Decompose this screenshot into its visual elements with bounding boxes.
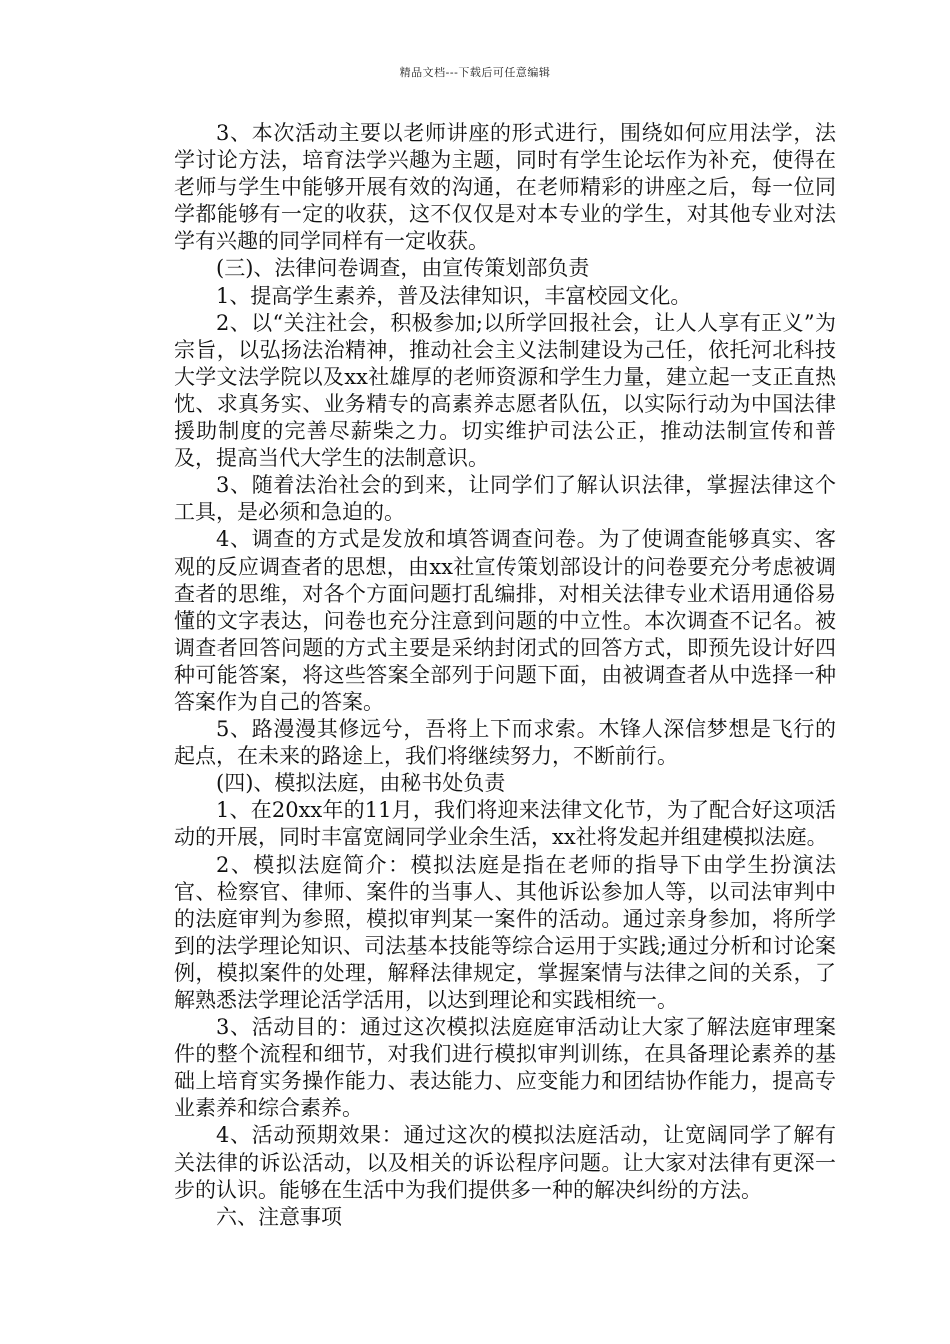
- section-heading: 六、注意事项: [216, 1204, 342, 1229]
- paragraph: 4、活动预期效果：通过这次的模拟法庭活动，让宽阔同学了解有关法律的诉讼活动，以及相关的诉讼程序问题。让大家对法律有更深一步的认识。能够在生活中为我们提供多一种的解决纠纷的方法。: [174, 1123, 836, 1202]
- paragraph: 1、提高学生素养，普及法律知识，丰富校园文化。: [216, 283, 692, 308]
- section-heading: (三)、法律问卷调查，由宣传策划部负责: [216, 256, 590, 281]
- paragraph: 3、本次活动主要以老师讲座的形式进行，围绕如何应用法学，法学讨论方法，培育法学兴趣为主题，同时有学生论坛作为补充，使得在老师与学生中能够开展有效的沟通，在老师精彩的讲座之后，每一位同学都能够有一定的收获，这不仅仅是对本专业的学生，对其他专业对法学有兴趣的同学同样有一定收获。: [174, 121, 836, 254]
- paragraph: 4、调查的方式是发放和填答调查问卷。为了使调查能够真实、客观的反应调查者的思想，由xx社宣传策划部设计的问卷要充分考虑被调查者的思维，对各个方面问题打乱编排，对相关法律专业术语用通俗易懂的文字表达，问卷也充分注意到问题的中立性。本次调查不记名。被调查者回答问题的方式主要是采纳封闭式的回答方式，即预先设计好四种可能答案，将这些答案全部列于问题下面，由被调查者从中选择一种答案作为自己的答案。: [174, 527, 836, 714]
- paragraph: 1、在20xx年的11月，我们将迎来法律文化节，为了配合好这项活动的开展，同时丰富宽阔同学业余生活，xx社将发起并组建模拟法庭。: [174, 798, 836, 850]
- paragraph: 5、路漫漫其修远兮，吾将上下而求索。木锋人深信梦想是飞行的起点，在未来的路途上，我们将继续努力，不断前行。: [174, 717, 836, 769]
- document-body: [174, 120, 836, 1231]
- paragraph: 2、以“关注社会，积极参加;以所学回报社会，让人人享有正义”为宗旨，以弘扬法治精神，推动社会主义法制建设为己任，依托河北科技大学文法学院以及xx社雄厚的老师资源和学生力量，建立起一支正直热忱、求真务实、业务精专的高素养志愿者队伍，以实际行动为中国法律援助制度的完善尽薪柴之力。切实维护司法公正，推动法制宣传和普及，提高当代大学生的法制意识。: [174, 310, 836, 471]
- section-heading: (四)、模拟法庭，由秘书处负责: [216, 771, 506, 796]
- paragraph: 3、随着法治社会的到来，让同学们了解认识法律，掌握法律这个工具，是必须和急迫的。: [174, 473, 836, 525]
- page-header: 精品文档---下载后可任意编辑: [399, 66, 551, 79]
- paragraph: 3、活动目的：通过这次模拟法庭庭审活动让大家了解法庭审理案件的整个流程和细节，对我们进行模拟审判训练，在具备理论素养的基础上培育实务操作能力、表达能力、应变能力和团结协作能力，提高专业素养和综合素养。: [174, 1015, 836, 1121]
- paragraph: 2、模拟法庭简介：模拟法庭是指在老师的指导下由学生扮演法官、检察官、律师、案件的当事人、其他诉讼参加人等，以司法审判中的法庭审判为参照，模拟审判某一案件的活动。通过亲身参加，将所学到的法学理论知识、司法基本技能等综合运用于实践;通过分析和讨论案例，模拟案件的处理，解释法律规定，掌握案情与法律之间的关系，了解熟悉法学理论活学活用，以达到理论和实践相统一。: [174, 852, 836, 1012]
